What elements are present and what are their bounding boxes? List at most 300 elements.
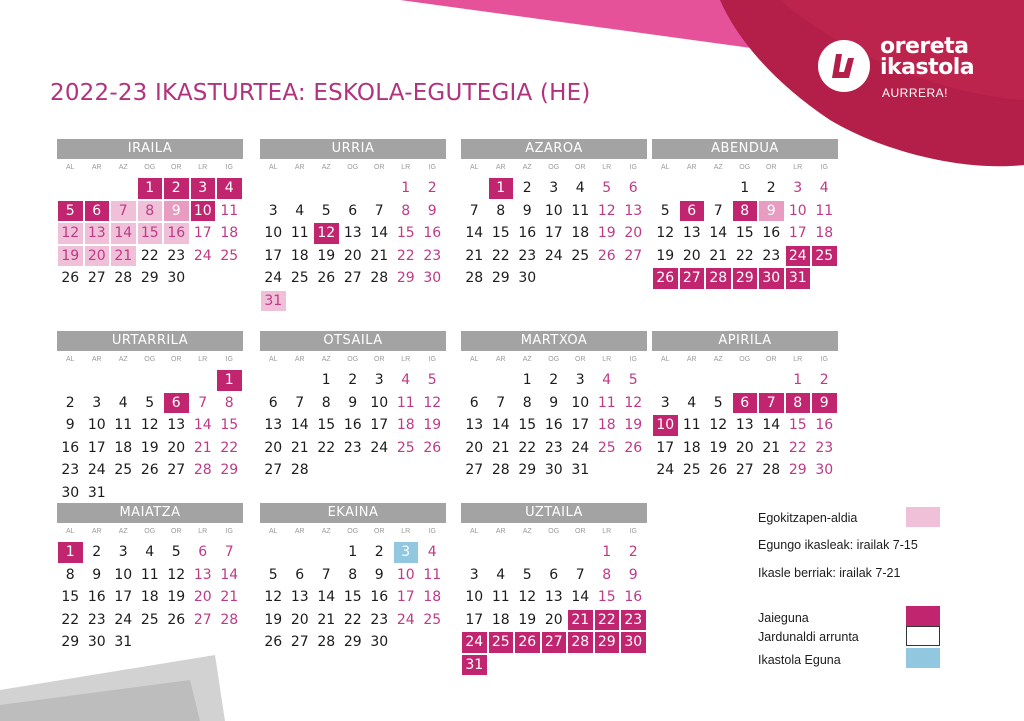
day-cell: 18: [396, 417, 415, 434]
day-cell: 31: [87, 484, 106, 501]
day-cell: 29: [396, 270, 415, 287]
day-cell: 27: [735, 462, 754, 479]
weekday-label: AZ: [522, 528, 532, 535]
day-cell: 10: [396, 566, 415, 583]
day-cell: 12: [624, 394, 643, 411]
day-cell: 15: [518, 417, 537, 434]
weekday-label: AZ: [118, 356, 128, 363]
day-cell: 22: [595, 610, 620, 631]
weekday-label: AZ: [118, 164, 128, 171]
day-cell: 1: [602, 544, 612, 561]
empty-cell: [652, 369, 679, 392]
weekday-label: AR: [686, 164, 697, 171]
weekday-row: [57, 352, 243, 367]
weekday-row: [260, 160, 446, 175]
empty-cell: [732, 369, 759, 392]
month-ekaina: [260, 503, 446, 654]
weekday-label: OR: [171, 356, 182, 363]
day-cell: 16: [61, 439, 80, 456]
day-cell: 29: [343, 634, 362, 651]
weekday-label: AZ: [713, 164, 723, 171]
day-grid: [461, 541, 647, 676]
day-cell: 9: [522, 202, 532, 219]
day-cell: 2: [549, 372, 559, 389]
weekday-label: AL: [469, 528, 479, 535]
day-cell: 1: [793, 372, 803, 389]
day-cell: 27: [680, 268, 705, 289]
day-cell: 14: [220, 566, 239, 583]
day-cell: 7: [575, 566, 585, 583]
weekday-label: AR: [495, 356, 506, 363]
day-cell: 6: [348, 202, 358, 219]
weekday-label: AL: [660, 164, 670, 171]
day-cell: 26: [423, 439, 442, 456]
empty-cell: [488, 369, 515, 392]
legend-ikastola-label: Ikastola Eguna: [758, 653, 841, 667]
day-cell: 22: [788, 439, 807, 456]
day-cell: 15: [788, 417, 807, 434]
day-cell: 19: [58, 246, 83, 267]
day-cell: 28: [220, 611, 239, 628]
weekday-label: LR: [602, 356, 612, 363]
day-cell: 21: [465, 247, 484, 264]
weekday-label: AR: [91, 164, 102, 171]
day-cell: 30: [621, 632, 646, 653]
day-cell: 7: [496, 394, 506, 411]
day-cell: 27: [264, 462, 283, 479]
weekday-label: IG: [629, 164, 637, 171]
day-cell: 4: [687, 394, 697, 411]
day-cell: 19: [518, 611, 537, 628]
day-cell: 6: [164, 393, 189, 414]
day-cell: 28: [762, 462, 781, 479]
legend-adaptation-label: Egokitzapen-aldia: [758, 511, 858, 525]
day-cell: 14: [709, 225, 728, 242]
day-cell: 28: [706, 268, 731, 289]
month-header: UZTAILA: [461, 503, 647, 523]
day-cell: 13: [264, 417, 283, 434]
day-cell: 11: [396, 394, 415, 411]
day-cell: 23: [518, 247, 537, 264]
day-cell: 10: [191, 201, 216, 222]
weekday-label: LR: [401, 356, 411, 363]
day-cell: 23: [87, 611, 106, 628]
day-cell: 20: [343, 247, 362, 264]
day-cell: 2: [348, 372, 358, 389]
day-cell: 4: [118, 394, 128, 411]
day-cell: 19: [624, 417, 643, 434]
day-cell: 7: [321, 566, 331, 583]
day-cell: 3: [92, 394, 102, 411]
day-cell: 3: [191, 178, 216, 199]
day-cell: 8: [348, 566, 358, 583]
day-cell: 3: [793, 180, 803, 197]
day-grid: [260, 369, 446, 482]
day-cell: 6: [628, 180, 638, 197]
day-cell: 18: [682, 439, 701, 456]
day-cell: 6: [469, 394, 479, 411]
day-cell: 8: [138, 201, 163, 222]
empty-cell: [461, 369, 488, 392]
day-cell: 1: [217, 370, 242, 391]
day-cell: 13: [343, 225, 362, 242]
day-cell: 10: [370, 394, 389, 411]
empty-cell: [652, 177, 679, 200]
day-cell: 6: [680, 201, 705, 222]
day-cell: 14: [465, 225, 484, 242]
weekday-label: AL: [268, 528, 278, 535]
day-cell: 7: [224, 544, 234, 561]
day-cell: 23: [423, 247, 442, 264]
weekday-label: OG: [548, 164, 560, 171]
day-cell: 7: [295, 394, 305, 411]
day-cell: 12: [423, 394, 442, 411]
day-cell: 7: [713, 202, 723, 219]
day-cell: 24: [571, 439, 590, 456]
month-header: MARTXOA: [461, 331, 647, 351]
day-cell: 4: [401, 372, 411, 389]
empty-cell: [110, 369, 137, 392]
logo-tagline: AURRERA!: [882, 86, 949, 100]
day-grid: [57, 177, 243, 290]
day-cell: 21: [491, 439, 510, 456]
legend-normal-swatch: [906, 626, 940, 646]
weekday-label: LR: [198, 164, 208, 171]
day-cell: 25: [114, 462, 133, 479]
weekday-label: IG: [820, 356, 828, 363]
legend-adaptation-swatch: [906, 507, 940, 527]
weekday-label: OG: [144, 356, 156, 363]
weekday-label: OR: [575, 164, 586, 171]
weekday-label: AR: [91, 528, 102, 535]
weekday-label: IG: [225, 528, 233, 535]
day-grid: [461, 369, 647, 482]
empty-cell: [705, 177, 732, 200]
weekday-label: OR: [766, 164, 777, 171]
day-cell: 17: [571, 417, 590, 434]
day-cell: 22: [396, 247, 415, 264]
day-cell: 31: [571, 462, 590, 479]
day-grid: [57, 369, 243, 504]
day-cell: 18: [220, 225, 239, 242]
day-cell: 26: [515, 632, 540, 653]
day-cell: 5: [268, 566, 278, 583]
day-cell: 14: [193, 417, 212, 434]
weekday-label: AR: [294, 164, 305, 171]
day-cell: 29: [788, 462, 807, 479]
day-cell: 26: [624, 439, 643, 456]
weekday-label: OR: [575, 356, 586, 363]
day-cell: 24: [544, 247, 563, 264]
weekday-label: LR: [793, 356, 803, 363]
day-cell: 16: [343, 417, 362, 434]
day-cell: 30: [518, 270, 537, 287]
day-cell: 9: [374, 566, 384, 583]
day-cell: 2: [427, 180, 437, 197]
day-cell: 4: [496, 566, 506, 583]
day-cell: 11: [114, 417, 133, 434]
day-cell: 5: [171, 544, 181, 561]
day-cell: 28: [290, 462, 309, 479]
day-cell: 1: [138, 178, 163, 199]
day-cell: 19: [167, 589, 186, 606]
day-grid: [260, 177, 446, 312]
day-cell: 9: [812, 393, 837, 414]
day-cell: 12: [264, 589, 283, 606]
day-cell: 31: [786, 268, 811, 289]
day-cell: 21: [111, 246, 136, 267]
weekday-label: IG: [428, 528, 436, 535]
weekday-label: AZ: [522, 164, 532, 171]
day-cell: 21: [193, 439, 212, 456]
month-uztaila: [461, 503, 647, 676]
day-cell: 3: [660, 394, 670, 411]
legend-holiday-swatch: [906, 606, 940, 626]
weekday-label: OR: [766, 356, 777, 363]
weekday-row: [461, 524, 647, 539]
legend-ikastola-swatch: [906, 648, 940, 668]
day-cell: 29: [733, 268, 758, 289]
day-cell: 22: [735, 247, 754, 264]
day-cell: 21: [568, 610, 593, 631]
day-cell: 3: [469, 566, 479, 583]
day-cell: 5: [522, 566, 532, 583]
weekday-label: OG: [347, 356, 359, 363]
weekday-label: LR: [401, 164, 411, 171]
weekday-label: IG: [629, 356, 637, 363]
weekday-label: LR: [198, 528, 208, 535]
day-cell: 27: [624, 247, 643, 264]
day-cell: 19: [423, 417, 442, 434]
day-cell: 27: [465, 462, 484, 479]
day-cell: 17: [87, 439, 106, 456]
day-cell: 18: [290, 247, 309, 264]
empty-cell: [287, 541, 314, 564]
day-cell: 14: [290, 417, 309, 434]
weekday-label: OG: [548, 528, 560, 535]
day-cell: 30: [759, 268, 784, 289]
day-cell: 13: [624, 202, 643, 219]
day-cell: 10: [264, 225, 283, 242]
weekday-label: OR: [374, 356, 385, 363]
day-cell: 26: [140, 462, 159, 479]
day-cell: 31: [462, 655, 487, 676]
day-cell: 12: [656, 225, 675, 242]
logo-line1: orereta: [880, 34, 969, 59]
day-cell: 17: [396, 589, 415, 606]
day-cell: 6: [733, 393, 758, 414]
day-cell: 7: [374, 202, 384, 219]
day-cell: 16: [370, 589, 389, 606]
day-cell: 23: [815, 439, 834, 456]
day-cell: 17: [370, 417, 389, 434]
day-cell: 23: [762, 247, 781, 264]
day-cell: 13: [544, 589, 563, 606]
weekday-label: OG: [739, 356, 751, 363]
weekday-label: OG: [144, 528, 156, 535]
day-cell: 3: [374, 372, 384, 389]
day-cell: 10: [571, 394, 590, 411]
day-cell: 11: [491, 589, 510, 606]
day-cell: 25: [489, 632, 514, 653]
weekday-label: LR: [602, 164, 612, 171]
day-cell: 24: [264, 270, 283, 287]
day-cell: 17: [114, 589, 133, 606]
empty-cell: [366, 177, 393, 200]
day-cell: 25: [140, 611, 159, 628]
day-cell: 30: [167, 270, 186, 287]
day-grid: [652, 369, 838, 482]
weekday-label: AZ: [321, 356, 331, 363]
day-cell: 9: [164, 201, 189, 222]
day-cell: 16: [164, 223, 189, 244]
day-cell: 27: [193, 611, 212, 628]
day-cell: 25: [812, 246, 837, 267]
day-cell: 13: [682, 225, 701, 242]
empty-cell: [679, 369, 706, 392]
weekday-label: AL: [469, 164, 479, 171]
day-cell: 5: [58, 201, 83, 222]
weekday-row: [57, 524, 243, 539]
day-cell: 7: [469, 202, 479, 219]
day-cell: 18: [597, 417, 616, 434]
month-maiatza: [57, 503, 243, 654]
weekday-label: AR: [495, 528, 506, 535]
month-otsaila: [260, 331, 446, 482]
month-header: AZAROA: [461, 139, 647, 159]
day-cell: 3: [575, 372, 585, 389]
empty-cell: [84, 369, 111, 392]
day-cell: 12: [518, 589, 537, 606]
empty-cell: [541, 541, 568, 564]
weekday-label: AZ: [321, 164, 331, 171]
weekday-label: AL: [469, 356, 479, 363]
weekday-label: OR: [575, 528, 586, 535]
day-cell: 8: [496, 202, 506, 219]
day-cell: 9: [549, 394, 559, 411]
day-cell: 19: [656, 247, 675, 264]
weekday-label: IG: [225, 164, 233, 171]
day-cell: 21: [290, 439, 309, 456]
day-cell: 22: [343, 611, 362, 628]
day-cell: 16: [518, 225, 537, 242]
day-cell: 14: [762, 417, 781, 434]
day-cell: 11: [290, 225, 309, 242]
weekday-label: OG: [347, 528, 359, 535]
day-cell: 20: [682, 247, 701, 264]
day-cell: 29: [220, 462, 239, 479]
weekday-label: IG: [820, 164, 828, 171]
day-cell: 22: [491, 247, 510, 264]
day-cell: 1: [740, 180, 750, 197]
day-grid: [461, 177, 647, 290]
day-cell: 26: [653, 268, 678, 289]
day-cell: 23: [167, 247, 186, 264]
weekday-label: IG: [428, 164, 436, 171]
day-cell: 24: [462, 632, 487, 653]
day-cell: 13: [167, 417, 186, 434]
day-cell: 30: [423, 270, 442, 287]
day-cell: 8: [65, 566, 75, 583]
empty-cell: [287, 177, 314, 200]
logo-wordmark: [880, 36, 974, 78]
empty-cell: [705, 369, 732, 392]
day-cell: 7: [111, 201, 136, 222]
day-cell: 17: [465, 611, 484, 628]
day-cell: 12: [597, 202, 616, 219]
day-cell: 29: [595, 632, 620, 653]
weekday-label: AR: [91, 356, 102, 363]
day-cell: 12: [314, 223, 339, 244]
day-cell: 27: [87, 270, 106, 287]
month-iraila: [57, 139, 243, 290]
weekday-label: OR: [171, 164, 182, 171]
day-cell: 15: [735, 225, 754, 242]
weekday-label: AL: [268, 164, 278, 171]
weekday-label: IG: [225, 356, 233, 363]
day-cell: 2: [819, 372, 829, 389]
day-cell: 7: [198, 394, 208, 411]
empty-cell: [260, 369, 287, 392]
day-cell: 27: [343, 270, 362, 287]
day-cell: 18: [114, 439, 133, 456]
day-cell: 28: [193, 462, 212, 479]
empty-cell: [567, 541, 594, 564]
month-martxoa: [461, 331, 647, 482]
weekday-label: LR: [602, 528, 612, 535]
month-header: MAIATZA: [57, 503, 243, 523]
month-urria: [260, 139, 446, 312]
day-cell: 2: [65, 394, 75, 411]
day-cell: 10: [114, 566, 133, 583]
day-cell: 15: [138, 223, 163, 244]
empty-cell: [260, 541, 287, 564]
weekday-label: AZ: [118, 528, 128, 535]
day-cell: 23: [61, 462, 80, 479]
day-cell: 11: [140, 566, 159, 583]
logo: [818, 34, 1008, 108]
empty-cell: [340, 177, 367, 200]
weekday-row: [652, 352, 838, 367]
day-cell: 18: [140, 589, 159, 606]
day-cell: 14: [491, 417, 510, 434]
day-cell: 20: [290, 611, 309, 628]
empty-cell: [163, 369, 190, 392]
day-cell: 2: [92, 544, 102, 561]
day-cell: 1: [58, 542, 83, 563]
empty-cell: [679, 177, 706, 200]
month-header: URTARRILA: [57, 331, 243, 351]
month-azaroa: [461, 139, 647, 290]
month-header: APIRILA: [652, 331, 838, 351]
day-cell: 24: [656, 462, 675, 479]
day-cell: 29: [518, 462, 537, 479]
day-cell: 2: [766, 180, 776, 197]
weekday-row: [260, 524, 446, 539]
day-cell: 26: [597, 247, 616, 264]
day-cell: 22: [220, 439, 239, 456]
weekday-label: LR: [793, 164, 803, 171]
day-cell: 5: [427, 372, 437, 389]
day-cell: 1: [401, 180, 411, 197]
day-cell: 1: [321, 372, 331, 389]
empty-cell: [461, 541, 488, 564]
day-cell: 27: [167, 462, 186, 479]
legend-new-students: Ikasle berriak: irailak 7-21: [758, 566, 901, 580]
day-cell: 8: [401, 202, 411, 219]
empty-cell: [313, 177, 340, 200]
day-cell: 5: [602, 180, 612, 197]
